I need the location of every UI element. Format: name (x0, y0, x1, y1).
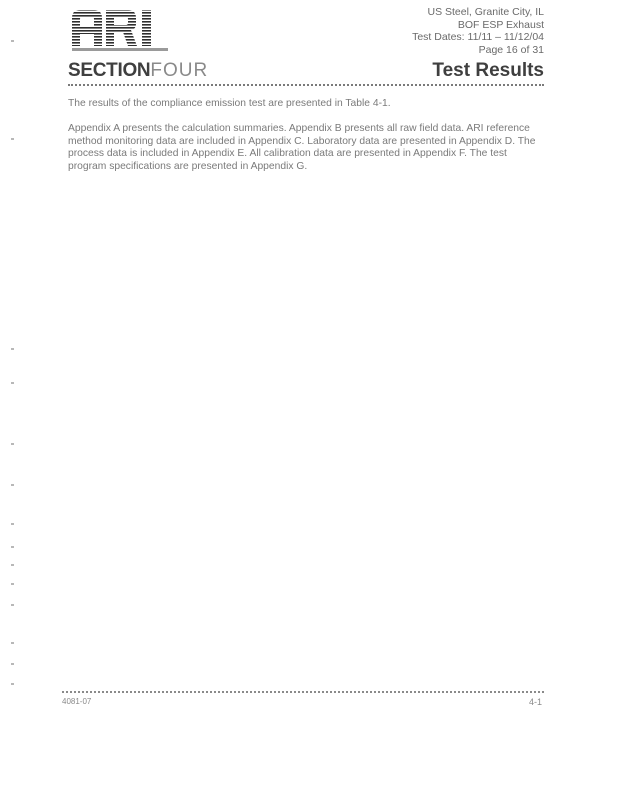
paragraph-results: The results of the compliance emission test are presented in Table 4-1. (68, 98, 391, 109)
header-divider (68, 84, 544, 86)
margin-mark (11, 382, 14, 384)
margin-mark (11, 523, 14, 525)
header-location: US Steel, Granite City, IL (427, 6, 544, 18)
header-page-info: Page 16 of 31 (478, 43, 544, 56)
section-label (68, 60, 208, 82)
paragraph-appendices: Appendix A presents the calculation summaries. Appendix B presents all raw field data. ARI reference method monitoring data are included in Appendix C. Laboratory data are presented in Appendix D. The process data is included in Appendix E. All calibration data are presented in Appendix F. The test program specifications are presented in Appendix G. (68, 123, 536, 172)
section-title: Test Results (432, 60, 544, 81)
header-test-dates: Test Dates: 11/11 – 11/12/04 (412, 31, 544, 43)
margin-mark (11, 564, 14, 566)
header-info (314, 6, 544, 56)
body-text (68, 98, 544, 186)
margin-mark (11, 40, 14, 42)
margin-mark (11, 138, 14, 140)
footer-page-number: 4-1 (528, 697, 542, 707)
company-logo (70, 6, 170, 54)
margin-mark (11, 683, 14, 685)
section-label-bold: SECTION (68, 60, 151, 81)
footer-divider (62, 691, 544, 693)
section-label-number: FOUR (150, 60, 209, 81)
header-unit: BOF ESP Exhaust (457, 18, 544, 31)
margin-mark (11, 348, 14, 350)
footer-doc-number: 4081-07 (62, 697, 92, 706)
margin-mark (11, 443, 14, 445)
margin-mark (11, 604, 14, 606)
section-heading (68, 60, 544, 86)
margin-mark (11, 546, 14, 548)
margin-mark (11, 484, 14, 486)
margin-mark (11, 583, 14, 585)
margin-mark (11, 642, 14, 644)
margin-mark (11, 663, 14, 665)
